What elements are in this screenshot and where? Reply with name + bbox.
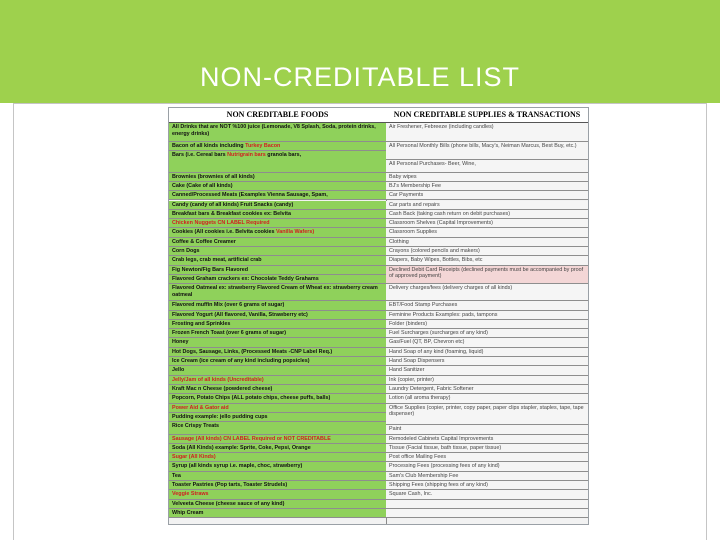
food-row <box>169 123 386 142</box>
non-creditable-table <box>168 107 589 525</box>
supply-row <box>386 228 588 237</box>
supply-row-text: Office Supplies (copier, printer, copy paper, paper clips stapler, staples, tape, tape dispenser) <box>389 404 584 418</box>
food-row-text: Toaster Pastries (Pop tarts, Toaster Strudels) <box>172 482 288 489</box>
food-row-text: Sausage (All kinds) CN LABEL Required or NOT CREDITABLE <box>172 435 331 442</box>
food-row <box>169 481 386 490</box>
food-row-text: Flavored Graham crackers ex: Chocolate Teddy Grahams <box>172 275 319 282</box>
supply-row <box>386 490 588 499</box>
food-row <box>169 453 386 462</box>
food-row-text: Crab legs, crab meat, artificial crab <box>172 257 262 264</box>
supply-row <box>386 284 588 301</box>
supply-row <box>386 338 588 347</box>
food-row <box>169 462 386 471</box>
supply-row-text: Hand Sanitizer <box>389 367 425 374</box>
supply-row <box>386 385 588 394</box>
supply-row-text: Air Freshener, Febreeze (including candles) <box>389 124 494 130</box>
supply-row-text: Declined Debit Card Receipts (declined payments must be accompanied by proof of approved payment) <box>389 266 584 280</box>
supply-row <box>386 123 588 142</box>
food-row-text: Power Aid & Gator aid <box>172 404 229 411</box>
food-row <box>169 385 386 394</box>
food-row <box>169 247 386 256</box>
food-row-text: Coffee & Coffee Creamer <box>172 238 236 245</box>
food-row <box>169 275 386 284</box>
food-row-text: Canned/Processed Meats (Examples Vienna Sausage, Spam, <box>172 192 328 199</box>
food-row <box>169 151 386 173</box>
supply-row-text: Sam's Club Membership Fee <box>389 472 459 479</box>
supply-row-text: Tissue (Facial tissue, bath tissue, paper tissue) <box>389 444 502 451</box>
supply-row <box>386 210 588 219</box>
supply-row <box>386 348 588 357</box>
supply-row-text: Baby wipes <box>389 173 417 180</box>
food-row <box>169 142 386 151</box>
food-row-text: Whip Cream <box>172 509 204 516</box>
supply-row <box>386 366 588 375</box>
food-row <box>169 422 386 434</box>
foods-column-header: NON CREDITABLE FOODS <box>169 108 386 123</box>
food-row <box>169 444 386 453</box>
supply-row <box>386 357 588 366</box>
food-row-text: Cookies (All cookies i.e. Belvita cookies <box>172 229 276 236</box>
food-row-text: Bars (i.e. Cereal bars <box>172 151 228 158</box>
supply-row-text: BJ's Membership Fee <box>389 182 441 189</box>
supply-row <box>386 444 588 453</box>
food-row-tail: granola bars, <box>265 151 302 158</box>
foods-column <box>169 108 387 524</box>
food-row <box>169 301 386 310</box>
food-row <box>169 348 386 357</box>
food-row <box>169 182 386 191</box>
food-row-text: Fig Newton/Fig Bars Flavored <box>172 266 249 273</box>
food-row <box>169 173 386 182</box>
supply-row-text: Delivery charges/fees (delivery charges of all kinds) <box>389 285 513 292</box>
supply-row <box>386 425 588 434</box>
food-row-text: Hot Dogs, Sausage, Links, (Processed Meats -CNP Label Req.) <box>172 348 333 355</box>
food-row-highlight: Turkey Bacon <box>245 142 281 149</box>
food-row <box>169 338 386 347</box>
food-row-highlight: Nutrigrain bars <box>227 151 266 158</box>
supply-row-text: Classroom Supplies <box>389 229 437 236</box>
food-row <box>169 404 386 413</box>
supply-row-text: Paint <box>389 426 402 433</box>
food-row-text: Chicken Nuggets CN LABEL Required <box>172 220 270 227</box>
food-row-text: Soda (All Kinds) example: Sprite, Coke, Pepsi, Orange <box>172 444 311 451</box>
food-row-text: Honey <box>172 339 189 346</box>
food-row <box>169 472 386 481</box>
supply-row <box>386 201 588 210</box>
supply-row <box>386 191 588 200</box>
supply-row <box>386 256 588 265</box>
food-row-text: Rice Crispy Treats <box>172 423 220 430</box>
supply-row-text: Diapers, Baby Wipes, Bottles, Bibs, etc <box>389 257 483 264</box>
food-row-text: Flavored Oatmeal ex: strawberry Flavored Cream of Wheat ex: strawberry cream oatmeal <box>172 285 378 298</box>
supply-row-text: EBT/Food Stamp Purchases <box>389 302 458 309</box>
supply-row-text: Classroom Shelves (Capital Improvements) <box>389 220 493 227</box>
food-row <box>169 500 386 509</box>
slide-title: NON-CREDITABLE LIST <box>199 62 521 92</box>
food-row <box>169 228 386 237</box>
supply-row-text: Shipping Fees (shipping fees of any kind) <box>389 482 488 489</box>
supply-row <box>386 301 588 310</box>
supply-row <box>386 394 588 403</box>
supply-row-text: Folder (binders) <box>389 320 428 327</box>
supply-row <box>386 404 588 426</box>
supplies-column-header: NON CREDITABLE SUPPLIES & TRANSACTIONS <box>386 108 588 123</box>
food-row-text: Frosting and Sprinkles <box>172 320 231 327</box>
supply-row-text: Feminine Products Examples: pads, tampons <box>389 311 498 318</box>
supply-row-text: Post office Mailing Fees <box>389 454 447 461</box>
food-row <box>169 256 386 265</box>
supply-row <box>386 509 588 518</box>
food-row <box>169 238 386 247</box>
supply-row <box>386 266 588 285</box>
supply-row <box>386 219 588 228</box>
supply-row <box>386 320 588 329</box>
food-row <box>169 311 386 320</box>
supply-row <box>386 329 588 338</box>
food-row <box>169 266 386 275</box>
supply-row <box>386 435 588 444</box>
food-row-highlight: Vanilla Wafers) <box>275 229 315 236</box>
food-row-text: Syrup (all kinds syrup i.e. maple, choc, strawberry) <box>172 463 303 470</box>
food-row <box>169 413 386 422</box>
supply-row <box>386 160 588 172</box>
food-row <box>169 284 386 301</box>
food-row-text: Jelly/Jam of all kinds (Uncreditable) <box>172 376 264 383</box>
food-row-text: Popcorn, Potato Chips (ALL potato chips, cheese puffs, balls) <box>172 395 331 402</box>
supply-row-text: All Personal Purchases- Beer, Wine, <box>389 161 476 168</box>
food-row-text: Cake (Cake of all kinds) <box>172 182 233 189</box>
food-row <box>169 219 386 228</box>
supply-row <box>386 238 588 247</box>
food-row <box>169 191 386 200</box>
supply-row-text: All Personal Monthly Bills (phone bills, Macy's, Neiman Marcus, Best Buy, etc.) <box>389 142 577 149</box>
supply-row-text: Car Payments <box>389 192 424 199</box>
food-row <box>169 394 386 403</box>
food-row <box>169 201 386 210</box>
food-row-text: Ice Cream (ice cream of any kind including popsicles) <box>172 358 310 365</box>
food-row-text: Jello <box>172 367 185 374</box>
food-row <box>169 210 386 219</box>
supply-row <box>386 247 588 256</box>
food-row-text: Corn Dogs <box>172 248 200 254</box>
supply-row <box>386 173 588 182</box>
supply-row-text: Car parts and repairs <box>389 201 440 208</box>
supply-row-text: Clothing <box>389 238 409 245</box>
food-row <box>169 329 386 338</box>
food-row-text: Veggie Straws <box>172 491 209 498</box>
supply-row <box>386 182 588 191</box>
food-row <box>169 509 386 518</box>
supply-row-text: Processing Fees (processing fees of any kind) <box>389 463 500 470</box>
supply-row <box>386 453 588 462</box>
food-row-text: Kraft Mac n Cheese (powdered cheese) <box>172 385 273 392</box>
supply-row-text: Fuel Surcharges (surcharges of any kind) <box>389 330 488 337</box>
food-row <box>169 376 386 385</box>
food-row-text: Bacon of all kinds including <box>172 142 246 149</box>
food-row-text: Flavored muffin Mix (over 6 grams of sugar) <box>172 302 285 309</box>
supply-row-text: Square Cash, Inc. <box>389 491 433 498</box>
food-row <box>169 366 386 375</box>
food-row-text: Velveeta Cheese (cheese sauce of any kind) <box>172 500 285 507</box>
supply-row <box>386 500 588 509</box>
supply-row-text: Ink (copier, printer) <box>389 376 434 383</box>
food-row <box>169 490 386 499</box>
food-row <box>169 435 386 444</box>
food-row-text: Candy (candy of all kinds) Fruit Snacks (candy) <box>172 201 294 208</box>
supplies-column <box>386 108 588 524</box>
supply-row <box>386 311 588 320</box>
supply-row <box>386 472 588 481</box>
supply-row-text: Crayons (colored pencils and makers) <box>389 248 480 254</box>
supply-row <box>386 142 588 161</box>
food-row-text: Sugar (All Kinds) <box>172 454 216 461</box>
food-row-text: Frozen French Toast (over 6 grams of sugar) <box>172 330 287 337</box>
supply-row <box>386 376 588 385</box>
food-row-text: Pudding example: jello pudding cups <box>172 413 268 420</box>
supply-row-text: Lotion (all aroma therapy) <box>389 395 451 402</box>
supply-row-text: Hand Soap Dispensers <box>389 358 445 365</box>
food-row-text: Breakfast bars & Breakfast cookies ex: Belvita <box>172 210 291 217</box>
supply-row <box>386 481 588 490</box>
supply-row-text: Gas/Fuel (QT, BP, Chevron etc) <box>389 339 465 346</box>
supply-row-text: Hand Soap of any kind (foaming, liquid) <box>389 348 484 355</box>
supply-row-text: Cash Back (taking cash return on debit purchases) <box>389 210 511 217</box>
food-row <box>169 357 386 366</box>
supply-row <box>386 462 588 471</box>
food-row-text: Flavored Yogurt (All flavored, Vanilla, Strawberry etc) <box>172 311 308 318</box>
food-row-text: Brownies (brownies of all kinds) <box>172 173 255 180</box>
food-row-text: All Drinks that are NOT %100 juice (Lemonade, V8 Splash, Soda, protein drinks, energy drinks) <box>172 124 376 137</box>
food-row-text: Tea <box>172 472 181 479</box>
supply-row-text: Remodeled Cabinets Capital Improvements <box>389 435 494 442</box>
food-row <box>169 320 386 329</box>
supply-row-text: Laundry Detergent, Fabric Softener <box>389 385 474 392</box>
